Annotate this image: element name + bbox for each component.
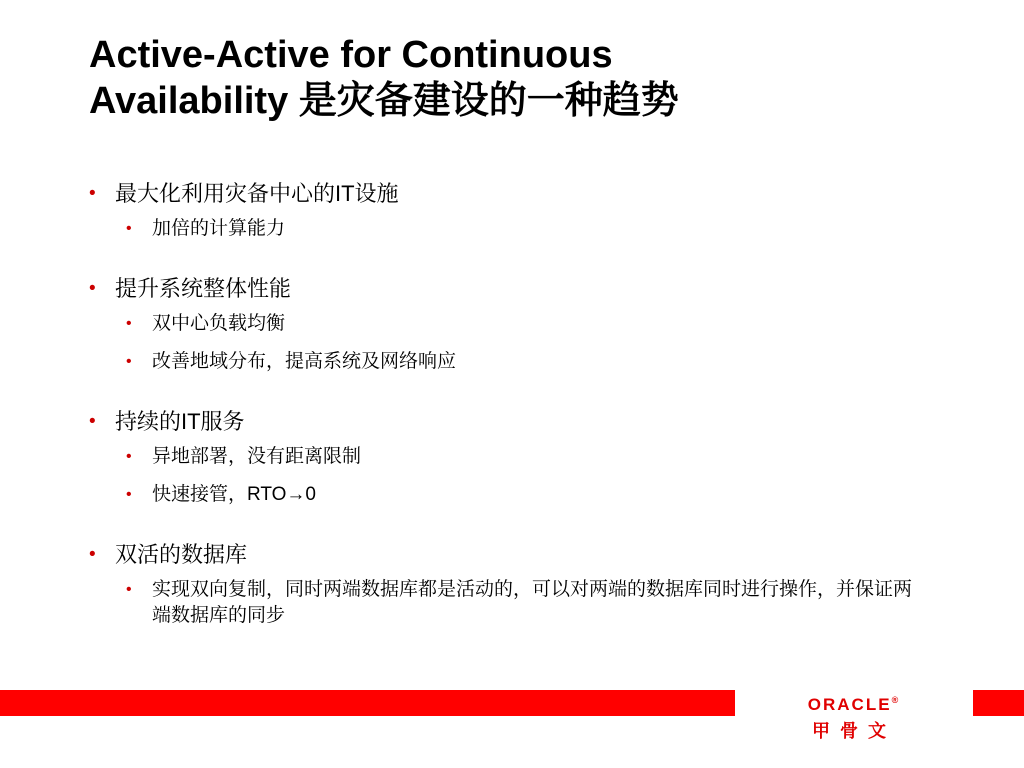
- bullet-item-text: 异地部署，没有距离限制: [152, 446, 362, 467]
- slide-title: [89, 32, 969, 124]
- oracle-logo-chinese: 甲骨文: [812, 721, 896, 742]
- bullet-icon: •: [89, 278, 96, 299]
- bullet-heading-text: 提升系统整体性能: [115, 276, 292, 301]
- oracle-logo-text: ORACLE: [807, 695, 892, 714]
- bullet-icon: •: [126, 220, 132, 237]
- bullet-icon: •: [89, 411, 96, 432]
- section-active-database: [89, 541, 949, 629]
- bullet-list: [89, 180, 949, 662]
- section-performance: [89, 275, 949, 375]
- bullet-item: [126, 444, 922, 470]
- oracle-logo-wordmark: [808, 695, 900, 715]
- bullet-icon: •: [126, 353, 132, 370]
- bullet-heading-text: 双活的数据库: [115, 542, 248, 567]
- slide-title-line2: Availability 是灾备建设的一种趋势: [89, 80, 679, 122]
- bullet-item-text: 实现双向复制，同时两端数据库都是活动的，可以对两端的数据库同时进行操作，并保证两端数据库的同步: [152, 579, 913, 626]
- bullet-icon: •: [126, 581, 132, 598]
- bullet-icon: •: [89, 544, 96, 565]
- section-it-facilities: [89, 180, 949, 242]
- registered-mark: ®: [891, 695, 901, 705]
- bullet-icon: •: [126, 448, 132, 465]
- bullet-item: [126, 349, 922, 375]
- bullet-item-text: 加倍的计算能力: [152, 218, 286, 239]
- bullet-item: [126, 482, 922, 508]
- bullet-heading: [89, 408, 949, 436]
- bullet-heading: [89, 275, 949, 303]
- bullet-icon: •: [89, 183, 96, 204]
- bullet-item: [126, 216, 922, 242]
- bullet-item-text: 双中心负载均衡: [152, 313, 286, 334]
- oracle-logo: [735, 690, 973, 742]
- bullet-heading: [89, 541, 949, 569]
- bullet-icon: •: [126, 486, 132, 503]
- bullet-heading-text: 持续的IT服务: [115, 409, 245, 434]
- bullet-icon: •: [126, 315, 132, 332]
- bullet-item-text: 快速接管，RTO→0: [152, 484, 316, 505]
- bullet-heading-text: 最大化利用灾备中心的IT设施: [115, 181, 399, 206]
- bullet-item: [126, 311, 922, 337]
- slide-title-line1: Active-Active for Continuous: [89, 34, 613, 76]
- bullet-item-text: 改善地域分布，提高系统及网络响应: [152, 351, 457, 372]
- section-continuous-service: [89, 408, 949, 508]
- bullet-heading: [89, 180, 949, 208]
- bullet-item: [126, 577, 922, 629]
